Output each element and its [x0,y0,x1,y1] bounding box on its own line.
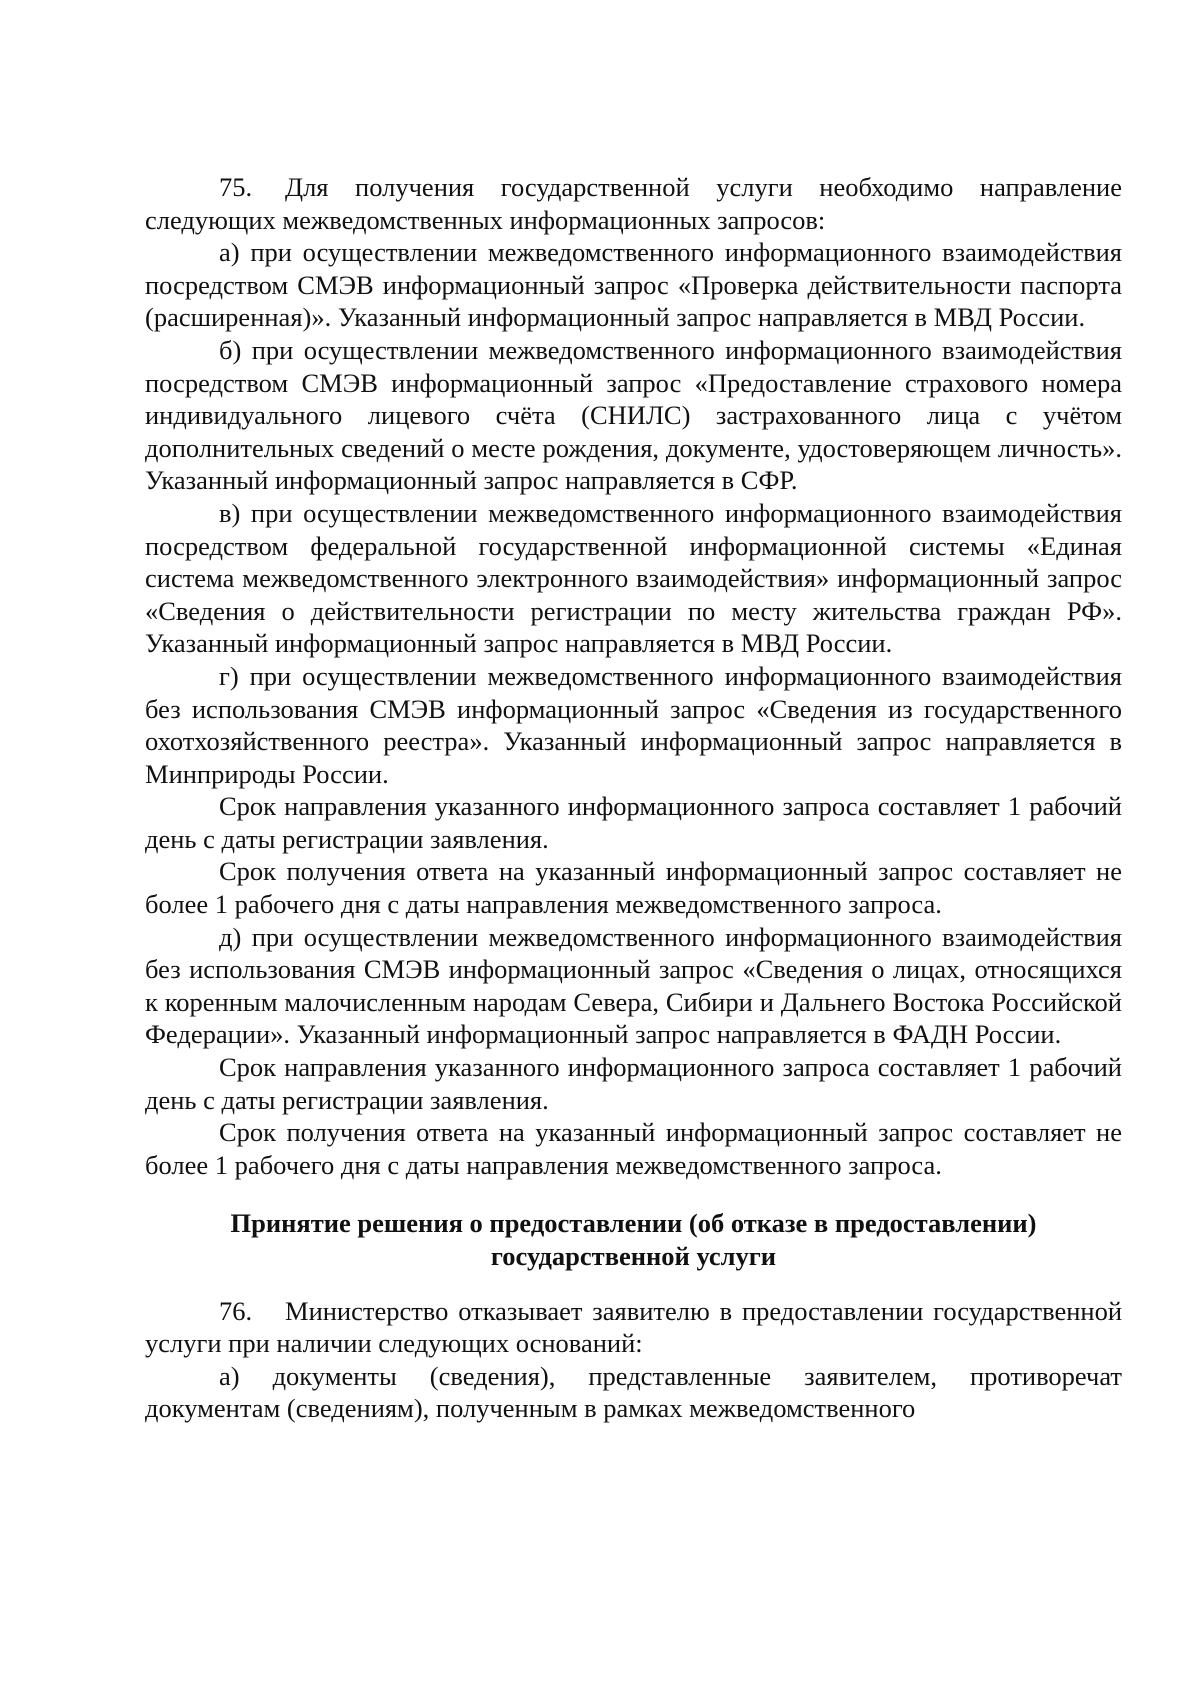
paragraph-number: 75. [219,172,253,202]
paragraph-item-a: а) при осуществлении межведомственного информационного взаимодействия посредством СМЭВ информационный запрос «Проверка действительности паспорта (расширенная)». Указанный информационный запрос направляется в МВД России. [145,237,1122,333]
paragraph-request-deadline: Срок направления указанного информационного запроса составляет 1 рабочий день с даты регистрации заявления. [145,791,1122,854]
paragraph-response-deadline: Срок получения ответа на указанный информационный запрос составляет не более 1 рабочего дня с даты направления межведомственного запроса. [145,856,1122,920]
section-heading-line-2: государственной услуги [490,1241,777,1271]
section-heading [145,1181,1122,1294]
paragraph-item-g: г) при осуществлении межведомственного информационного взаимодействия без использования СМЭВ информационный запрос «Сведения из государственного охотхозяйственного реестра». Указанный информационный запрос направляется в Минприроды России. [145,660,1122,789]
document-body [145,171,1122,1425]
paragraph-text: Для получения государственной услуги необходимо направление следующих межведомственных информационных запросов: [145,172,1122,235]
paragraph-76-item-a: а) документы (сведения), представленные заявителем, противоречат документам (сведениям), полученным в рамках межведомственного [145,1360,1122,1424]
paragraph-number: 76. [219,1295,253,1326]
paragraph-item-d: д) при осуществлении межведомственного информационного взаимодействия без использования СМЭВ информационный запрос «Сведения о лицах, относящихся к коренным малочисленным народам Севера, Сибири и Дальнего Востока Российской Федерации». Указанный информационный запрос направляется в ФАДН России. [145,921,1122,1050]
paragraph-request-deadline-2: Срок направления указанного информационного запроса составляет 1 рабочий день с даты регистрации заявления. [145,1052,1122,1115]
section-heading-line-1: Принятие решения о предоставлении (об отказе в предоставлении) [230,1208,1037,1239]
paragraph-75 [145,171,1122,236]
paragraph-response-deadline-2: Срок получения ответа на указанный информационный запрос составляет не более 1 рабочего дня с даты направления межведомственного запроса. [145,1117,1122,1180]
paragraph-76 [145,1295,1122,1360]
paragraph-item-v: в) при осуществлении межведомственного информационного взаимодействия посредством федеральной государственной информационной системы «Единая система межведомственного электронного взаимодействия» информационный запрос «Сведения о действительности регистрации по месту жительства граждан РФ». Указанный информационный запрос направляется в МВД России. [145,497,1122,659]
paragraph-item-b: б) при осуществлении межведомственного информационного взаимодействия посредством СМЭВ информационный запрос «Предоставление страхового номера индивидуального лицевого счёта (СНИЛС) застрахованного лица с учётом дополнительных сведений о месте рождения, документе, удостоверяющем личность». Указанный информационный запрос направляется в СФР. [145,334,1122,496]
paragraph-text: Министерство отказывает заявителю в предоставлении государственной услуги при наличии следующих оснований: [145,1295,1122,1359]
